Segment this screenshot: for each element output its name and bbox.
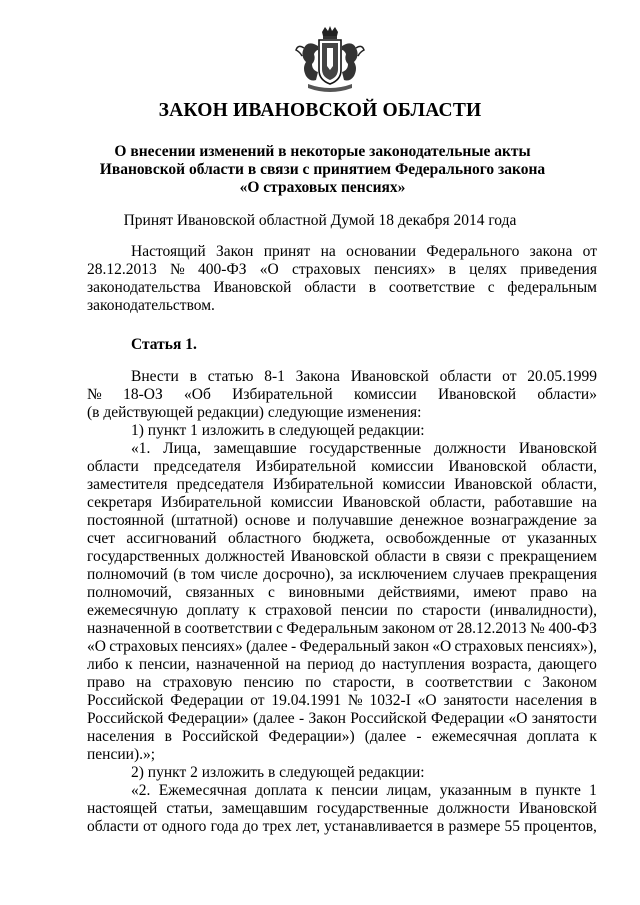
word: счет [87, 530, 116, 547]
word: области [374, 548, 427, 565]
word: (далее [253, 710, 295, 727]
word: 1 [589, 782, 597, 799]
word: прекращением [499, 548, 597, 565]
word: года [210, 818, 239, 835]
word: на [581, 584, 597, 601]
word: старости, [332, 674, 396, 691]
word: от [501, 530, 516, 547]
word: к [315, 782, 323, 799]
word: (в [173, 566, 186, 583]
word: - [298, 710, 305, 727]
word: страховую [162, 674, 233, 691]
word: области, [541, 458, 597, 475]
word: Закон [308, 710, 346, 727]
word: числе [220, 566, 258, 583]
word: комиссии [270, 494, 334, 511]
word: области [439, 368, 492, 385]
word: в [448, 261, 456, 278]
word: Избирательной [272, 476, 374, 493]
subtitle-line: «О страховых пенсиях» [239, 179, 406, 196]
text-line [87, 584, 597, 602]
article-heading: Статья 1. [131, 336, 197, 353]
word: Избирательной [255, 458, 357, 475]
word: соответствие [388, 279, 475, 296]
word: от [250, 692, 265, 709]
word: должности [437, 800, 510, 817]
word: должности [433, 440, 507, 457]
text-line [87, 440, 597, 458]
text-line [87, 368, 597, 386]
word: федеральным [507, 279, 597, 296]
text-line [87, 243, 597, 261]
word: от [438, 620, 453, 637]
word: государственных [87, 548, 200, 565]
word: Ивановской [518, 800, 597, 817]
word: области [87, 458, 139, 475]
word: «Об [184, 386, 211, 403]
word: статьи, [166, 800, 213, 817]
word: председателя [176, 476, 264, 493]
word: занятости [531, 710, 597, 727]
word: «О [87, 638, 106, 655]
word: областного [227, 530, 302, 547]
word: досрочно), [263, 566, 335, 583]
word: Ивановской [454, 476, 533, 493]
word: возраста, [471, 656, 532, 673]
word: статью [207, 368, 254, 385]
word: Федерации» [167, 710, 249, 727]
word: связи [445, 548, 482, 565]
word: том [191, 566, 215, 583]
word: должностей [205, 548, 285, 565]
word: Ивановской [437, 386, 517, 403]
word: Российской [87, 710, 164, 727]
word: «2. [131, 782, 151, 799]
text-line [87, 279, 597, 297]
word: 1032-I [369, 692, 411, 709]
word: области [304, 279, 357, 296]
text-line: пенсии).»; [87, 746, 156, 763]
word: страховых [109, 638, 179, 655]
text-line [87, 458, 597, 476]
text-line [87, 494, 597, 512]
word: настоящей [87, 800, 158, 817]
word: Ивановской [213, 279, 292, 296]
word: Внести [131, 368, 179, 385]
word: Российской [350, 710, 427, 727]
word: 28.12.2013 [87, 261, 157, 278]
word: имеют [473, 584, 517, 601]
text-line [87, 656, 597, 674]
word: период [307, 656, 354, 673]
word: «1. [131, 440, 151, 457]
word: Ивановской [290, 548, 369, 565]
word: комиссии [382, 476, 446, 493]
word: назначенной [196, 656, 280, 673]
word: указанным [439, 782, 512, 799]
word: Ивановской [350, 368, 429, 385]
word: комиссии [370, 458, 434, 475]
text-line [87, 261, 597, 279]
word: (далее [364, 728, 407, 745]
word: Российской [87, 692, 164, 709]
word: «О [432, 638, 452, 655]
word: закон [393, 638, 429, 655]
word: Ивановской [518, 440, 597, 457]
word: «О [417, 692, 437, 709]
word: с [268, 584, 275, 601]
word: № [87, 386, 102, 403]
word: в [189, 368, 197, 385]
word: от [142, 818, 158, 835]
law-subtitle [60, 143, 585, 197]
word: комиссии [353, 386, 417, 403]
word: страховых [454, 638, 524, 655]
text-line [87, 800, 597, 818]
text-line: законодательством. [87, 297, 215, 314]
word: приведения [520, 261, 597, 278]
word: 400-ФЗ [548, 620, 597, 637]
text-line [87, 728, 597, 746]
word: действиями, [378, 584, 460, 601]
text-line [87, 818, 597, 836]
article-body [87, 368, 597, 836]
law-title: ЗАКОН ИВАНОВСКОЙ ОБЛАСТИ [158, 100, 482, 121]
word: с [276, 620, 283, 637]
word: 20.05.1999 [527, 368, 597, 385]
word: № [530, 620, 545, 637]
word: Российской [182, 728, 259, 745]
word: пенсию [243, 674, 294, 691]
word: № [347, 692, 363, 709]
word: Избирательной [232, 386, 333, 403]
word: устанавливается [324, 818, 433, 835]
word: «О [259, 261, 279, 278]
word: освобожденные [385, 530, 491, 547]
text-line [87, 710, 597, 728]
word: до [242, 818, 259, 835]
word: области [87, 818, 139, 835]
word: Федерации [170, 692, 244, 709]
word: Федеральным [286, 620, 379, 637]
word: основании [346, 243, 417, 260]
text-line [87, 674, 597, 692]
word: в [368, 279, 377, 296]
word: денежное [399, 512, 464, 529]
word: на [320, 243, 336, 260]
word: ежемесячная [431, 728, 518, 745]
word: области» [537, 386, 597, 403]
word: получавшие [312, 512, 393, 529]
word: 28.12.2013 [456, 620, 527, 637]
word: «О [508, 710, 528, 727]
word: вознаграждение [470, 512, 577, 529]
word: право [87, 674, 125, 691]
word: Закон [215, 243, 254, 260]
word: по [305, 674, 322, 691]
word: и [297, 512, 306, 529]
word: председателя [153, 458, 241, 475]
word: - [290, 638, 297, 655]
word: лет, [295, 818, 320, 835]
text-line: 2) пункт 2 изложить в следующей редакции: [131, 764, 425, 781]
word: 8-1 [264, 368, 285, 385]
subtitle-line: О внесении изменений в некоторые законодательные акты [114, 143, 531, 160]
word: случаев [452, 566, 504, 583]
word: наступления [381, 656, 465, 673]
word: исключением [357, 566, 448, 583]
word: размере [448, 818, 501, 835]
word: Настоящий [131, 243, 206, 260]
word: полномочий, [87, 584, 172, 601]
word: с [487, 548, 494, 565]
word: постоянной [87, 512, 165, 529]
word: (далее [246, 638, 288, 655]
word: (инвалидности), [489, 602, 597, 619]
word: в [589, 692, 597, 709]
text-line [87, 782, 597, 800]
word: Избирательной [160, 494, 262, 511]
word: занятости [443, 692, 509, 709]
word: к [589, 728, 597, 745]
word: полномочий [87, 566, 168, 583]
word: доплату [186, 602, 240, 619]
text-line [87, 530, 597, 548]
text-line [87, 512, 597, 530]
word: виновными [288, 584, 365, 601]
word: трех [262, 818, 292, 835]
subtitle-line: Ивановской области в связи с принятием Федерального закона [99, 161, 546, 178]
word: 18-ОЗ [123, 386, 163, 403]
text-line: 1) пункт 1 изложить в следующей редакции: [131, 422, 425, 439]
text-line [87, 692, 597, 710]
text-line [87, 476, 597, 494]
word: законодательства [87, 279, 201, 296]
word: заместителя [87, 476, 168, 493]
word: пенсиях»), [526, 638, 597, 655]
word: законом [381, 620, 436, 637]
word: страховых [291, 261, 361, 278]
coat-of-arms-emblem [292, 26, 368, 94]
word: (штатной) [171, 512, 238, 529]
word: прекращения [509, 566, 597, 583]
word: населения [87, 728, 155, 745]
text-line [87, 638, 597, 656]
word: до [359, 656, 376, 673]
word: в [519, 782, 528, 799]
word: замещавшие [213, 440, 297, 457]
word: пункте [535, 782, 581, 799]
word: Федерации») [268, 728, 355, 745]
word: указанных [527, 530, 597, 547]
text-line [87, 602, 597, 620]
word: Федерального [426, 243, 520, 260]
word: на [136, 674, 152, 691]
word: старости [422, 602, 481, 619]
word: дающего [538, 656, 597, 673]
word: области, [541, 476, 597, 493]
word: пенсии, [138, 656, 190, 673]
adoption-note: Принят Ивановской областной Думой 18 декабря 2014 года [123, 212, 517, 229]
word: в [173, 620, 182, 637]
word: Ивановской [342, 494, 421, 511]
word: к [248, 602, 256, 619]
word: пенсиях» [181, 638, 243, 655]
word: закона [529, 243, 573, 260]
word: в [406, 674, 414, 691]
word: соответствии [184, 620, 273, 637]
text-line [87, 386, 597, 404]
word: назначенной [87, 620, 171, 637]
word: с [523, 674, 531, 691]
word: к [125, 656, 133, 673]
word: пенсии [340, 602, 388, 619]
preamble-paragraph [87, 243, 597, 315]
word: за [583, 512, 597, 529]
word: 55 [504, 818, 520, 835]
word: - [416, 728, 422, 745]
word: с [487, 279, 495, 296]
word: Ежемесячная [158, 782, 247, 799]
word: в [436, 818, 445, 835]
word: секретаря [87, 494, 152, 511]
word: процентов, [524, 818, 597, 835]
word: замещавшим [221, 800, 308, 817]
word: одного [161, 818, 207, 835]
word: Федеральный [299, 638, 390, 655]
word: государственные [309, 440, 422, 457]
word: ассигнований [126, 530, 217, 547]
word: Закона [295, 368, 340, 385]
text-line [87, 620, 597, 638]
word: от [502, 368, 517, 385]
word: доплата [527, 728, 580, 745]
word: соответствии [425, 674, 513, 691]
word: связанных [185, 584, 255, 601]
word: пенсиях» [374, 261, 436, 278]
word: населения [515, 692, 583, 709]
text-line [87, 566, 597, 584]
word: от [582, 243, 597, 260]
word: 19.04.1991 [271, 692, 342, 709]
word: доплата [255, 782, 308, 799]
word: № [170, 261, 185, 278]
word: право [530, 584, 569, 601]
word: на [285, 656, 301, 673]
word: основе [244, 512, 291, 529]
word: целях [469, 261, 507, 278]
word: в [164, 728, 172, 745]
word: ежемесячную [87, 602, 178, 619]
word: страховой [265, 602, 332, 619]
word: за [339, 566, 353, 583]
word: в [432, 548, 440, 565]
word: Лица, [163, 440, 201, 457]
word: бюджета, [312, 530, 375, 547]
word: по [396, 602, 413, 619]
word: пенсии [331, 782, 379, 799]
word: Законом [542, 674, 597, 691]
word: государственные [316, 800, 429, 817]
word: работавшие [494, 494, 573, 511]
word: Федерации [430, 710, 505, 727]
word: на [581, 494, 597, 511]
word: Ивановской [448, 458, 527, 475]
word: принят [263, 243, 311, 260]
word: области, [429, 494, 486, 511]
word: лицам, [386, 782, 432, 799]
word: 400-ФЗ [198, 261, 247, 278]
text-line [87, 548, 597, 566]
word: либо [87, 656, 119, 673]
text-line: (в действующей редакции) следующие изменения: [87, 404, 422, 421]
